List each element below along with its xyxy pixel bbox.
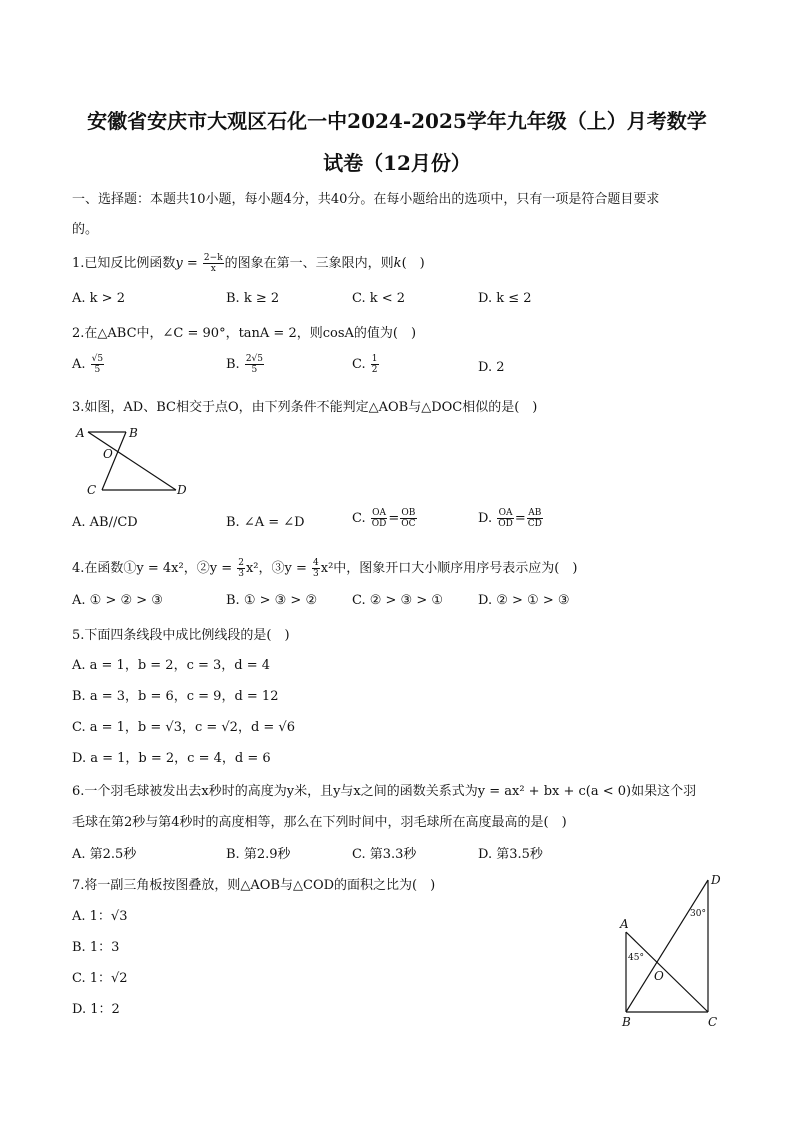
q3-segment-bc: [102, 432, 126, 490]
q4-option-d: D. ② > ① > ③: [478, 593, 570, 608]
q1-option-d: D. k ≤ 2: [478, 291, 532, 306]
q4-option-b: B. ① > ③ > ②: [226, 593, 318, 608]
q5-option-d: D. a = 1，b = 2，c = 4，d = 6: [72, 751, 271, 766]
q2-a-den: 5: [94, 365, 101, 375]
q2-c-fraction: [371, 354, 379, 375]
q7-option-d: D. 1：2: [72, 1002, 120, 1017]
q4-part1: 4.在函数①y = 4x²，②y =: [72, 561, 237, 576]
q2-b-num: 2√5: [245, 354, 264, 364]
q3-label-a: A: [76, 426, 85, 440]
q3-c-label: C.: [352, 511, 366, 526]
q4-part2: x²，③y =: [245, 561, 312, 576]
question-3: 3.如图，AD、BC相交于点O，由下列条件不能判定△AOB与△DOC相似的是( ): [72, 400, 538, 415]
q3-d-label: D.: [478, 511, 493, 526]
question-4: [72, 557, 577, 579]
q3-d-d2: CD: [527, 519, 542, 529]
q3-d-n1: OA: [498, 508, 513, 518]
q4-option-a: A. ① > ② > ③: [72, 593, 163, 608]
q3-d-frac1: [497, 508, 514, 529]
section-instructions-line2: 的。: [72, 222, 99, 237]
q5-option-c: C. a = 1，b = √3，c = √2，d = √6: [72, 720, 295, 735]
q7-segment-ac: [626, 932, 708, 1012]
q3-option-d: [478, 508, 544, 529]
page-title-line1: 安徽省安庆市大观区石化一中2024-2025学年九年级（上）月考数学: [87, 109, 707, 133]
q1-option-a: A. k > 2: [72, 291, 125, 306]
q1-fraction: [203, 253, 224, 274]
q6-option-d: D. 第3.5秒: [478, 847, 543, 862]
q3-c-n1: OA: [372, 508, 387, 518]
q6-option-b: B. 第2.9秒: [226, 847, 291, 862]
q3-option-b: B. ∠A = ∠D: [226, 515, 305, 530]
q4-part3: x²中，图象开口大小顺序用序号表示应为( ): [320, 561, 578, 576]
q7-segment-bd: [626, 880, 708, 1012]
q6-option-a: A. 第2.5秒: [72, 847, 137, 862]
q4-f2-den: 3: [313, 569, 319, 579]
q2-option-a: [72, 354, 105, 375]
q7-option-b: B. 1：3: [72, 940, 120, 955]
q3-label-c: C: [87, 483, 97, 497]
q3-label-o: O: [103, 447, 113, 461]
q3-c-d1: OD: [371, 519, 387, 529]
question-2: 2.在△ABC中，∠C = 90°，tanA = 2，则cosA的值为( ): [72, 326, 417, 341]
q7-label-d: D: [711, 873, 721, 887]
q3-option-a: A. AB//CD: [72, 515, 138, 530]
q6-option-c: C. 第3.3秒: [352, 847, 417, 862]
q3-c-frac1: [371, 508, 388, 529]
q3-label-b: B: [129, 426, 138, 440]
q4-frac2: [312, 558, 320, 579]
question-6-line2: 毛球在第2秒与第4秒时的高度相等，那么在下列时间中，羽毛球所在高度最高的是( ): [72, 815, 567, 830]
q4-f2-num: 4: [313, 558, 319, 568]
q1-option-b: B. k ≥ 2: [226, 291, 280, 306]
q2-b-fraction: [245, 354, 264, 375]
q3-label-d: D: [177, 483, 187, 497]
q4-option-c: C. ② > ③ > ①: [352, 593, 444, 608]
q3-c-eq: =: [388, 511, 400, 526]
section-instructions-line1: 一、选择题：本题共10小题，每小题4分，共40分。在每小题给出的选项中，只有一项是符合题目要求: [72, 192, 660, 207]
q1-var: k: [393, 256, 402, 271]
question-7: 7.将一副三角板按图叠放，则△AOB与△COD的面积之比为( ): [72, 878, 436, 893]
q7-option-c: C. 1：√2: [72, 971, 128, 986]
q2-b-label: B.: [226, 357, 240, 372]
q4-f1-den: 3: [238, 569, 244, 579]
q3-d-n2: AB: [528, 508, 542, 518]
q1-paren: ( ): [401, 256, 425, 271]
q2-option-d: D. 2: [478, 360, 505, 375]
q5-option-b: B. a = 3，b = 6，c = 9，d = 12: [72, 689, 279, 704]
q1-frac-den: x: [210, 264, 216, 274]
q3-d-d1: OD: [498, 519, 513, 529]
q1-suffix: 的图象在第一、三象限内，则: [224, 256, 394, 271]
q3-figure: [70, 420, 200, 500]
q4-f1-num: 2: [238, 558, 244, 568]
q2-a-label: A.: [72, 357, 86, 372]
q7-label-b: B: [622, 1015, 631, 1029]
q1-y-eq: y =: [175, 256, 198, 271]
question-6-line1: 6.一个羽毛球被发出去x秒时的高度为y米，且y与x之间的函数关系式为y = ax² + bx + c(a < 0)如果这个羽: [72, 784, 697, 799]
page-title-line2: 试卷（12月份）: [323, 151, 471, 175]
q1-frac-num: 2−k: [203, 253, 223, 263]
q3-c-d2: OC: [401, 519, 416, 529]
q3-d-eq: =: [514, 511, 526, 526]
q2-c-label: C.: [352, 357, 366, 372]
q2-c-den: 2: [371, 365, 378, 375]
q7-figure: [610, 868, 740, 1038]
q5-option-a: A. a = 1，b = 2，c = 3，d = 4: [72, 658, 271, 673]
q2-a-num: √5: [91, 354, 104, 364]
q3-segment-ad: [88, 432, 176, 490]
q7-option-a: A. 1：√3: [72, 909, 128, 924]
q7-angle-30: 30°: [690, 909, 706, 919]
q7-label-c: C: [708, 1015, 718, 1029]
q3-c-n2: OB: [401, 508, 416, 518]
q7-label-a: A: [620, 917, 629, 931]
q7-angle-45: 45°: [628, 953, 644, 963]
q1-option-c: C. k < 2: [352, 291, 406, 306]
q3-c-frac2: [400, 508, 416, 529]
q7-label-o: O: [654, 969, 664, 983]
q3-d-frac2: [527, 508, 543, 529]
question-5: 5.下面四条线段中成比例线段的是( ): [72, 628, 290, 643]
q4-frac1: [237, 558, 245, 579]
q3-option-c: [352, 508, 418, 529]
q2-option-b: [226, 354, 265, 375]
q1-prefix: 1.已知反比例函数: [72, 256, 176, 271]
q2-option-c: [352, 354, 380, 375]
question-1: [72, 252, 425, 274]
q2-a-fraction: [91, 354, 104, 375]
q2-c-num: 1: [371, 354, 378, 364]
q2-b-den: 5: [251, 365, 258, 375]
